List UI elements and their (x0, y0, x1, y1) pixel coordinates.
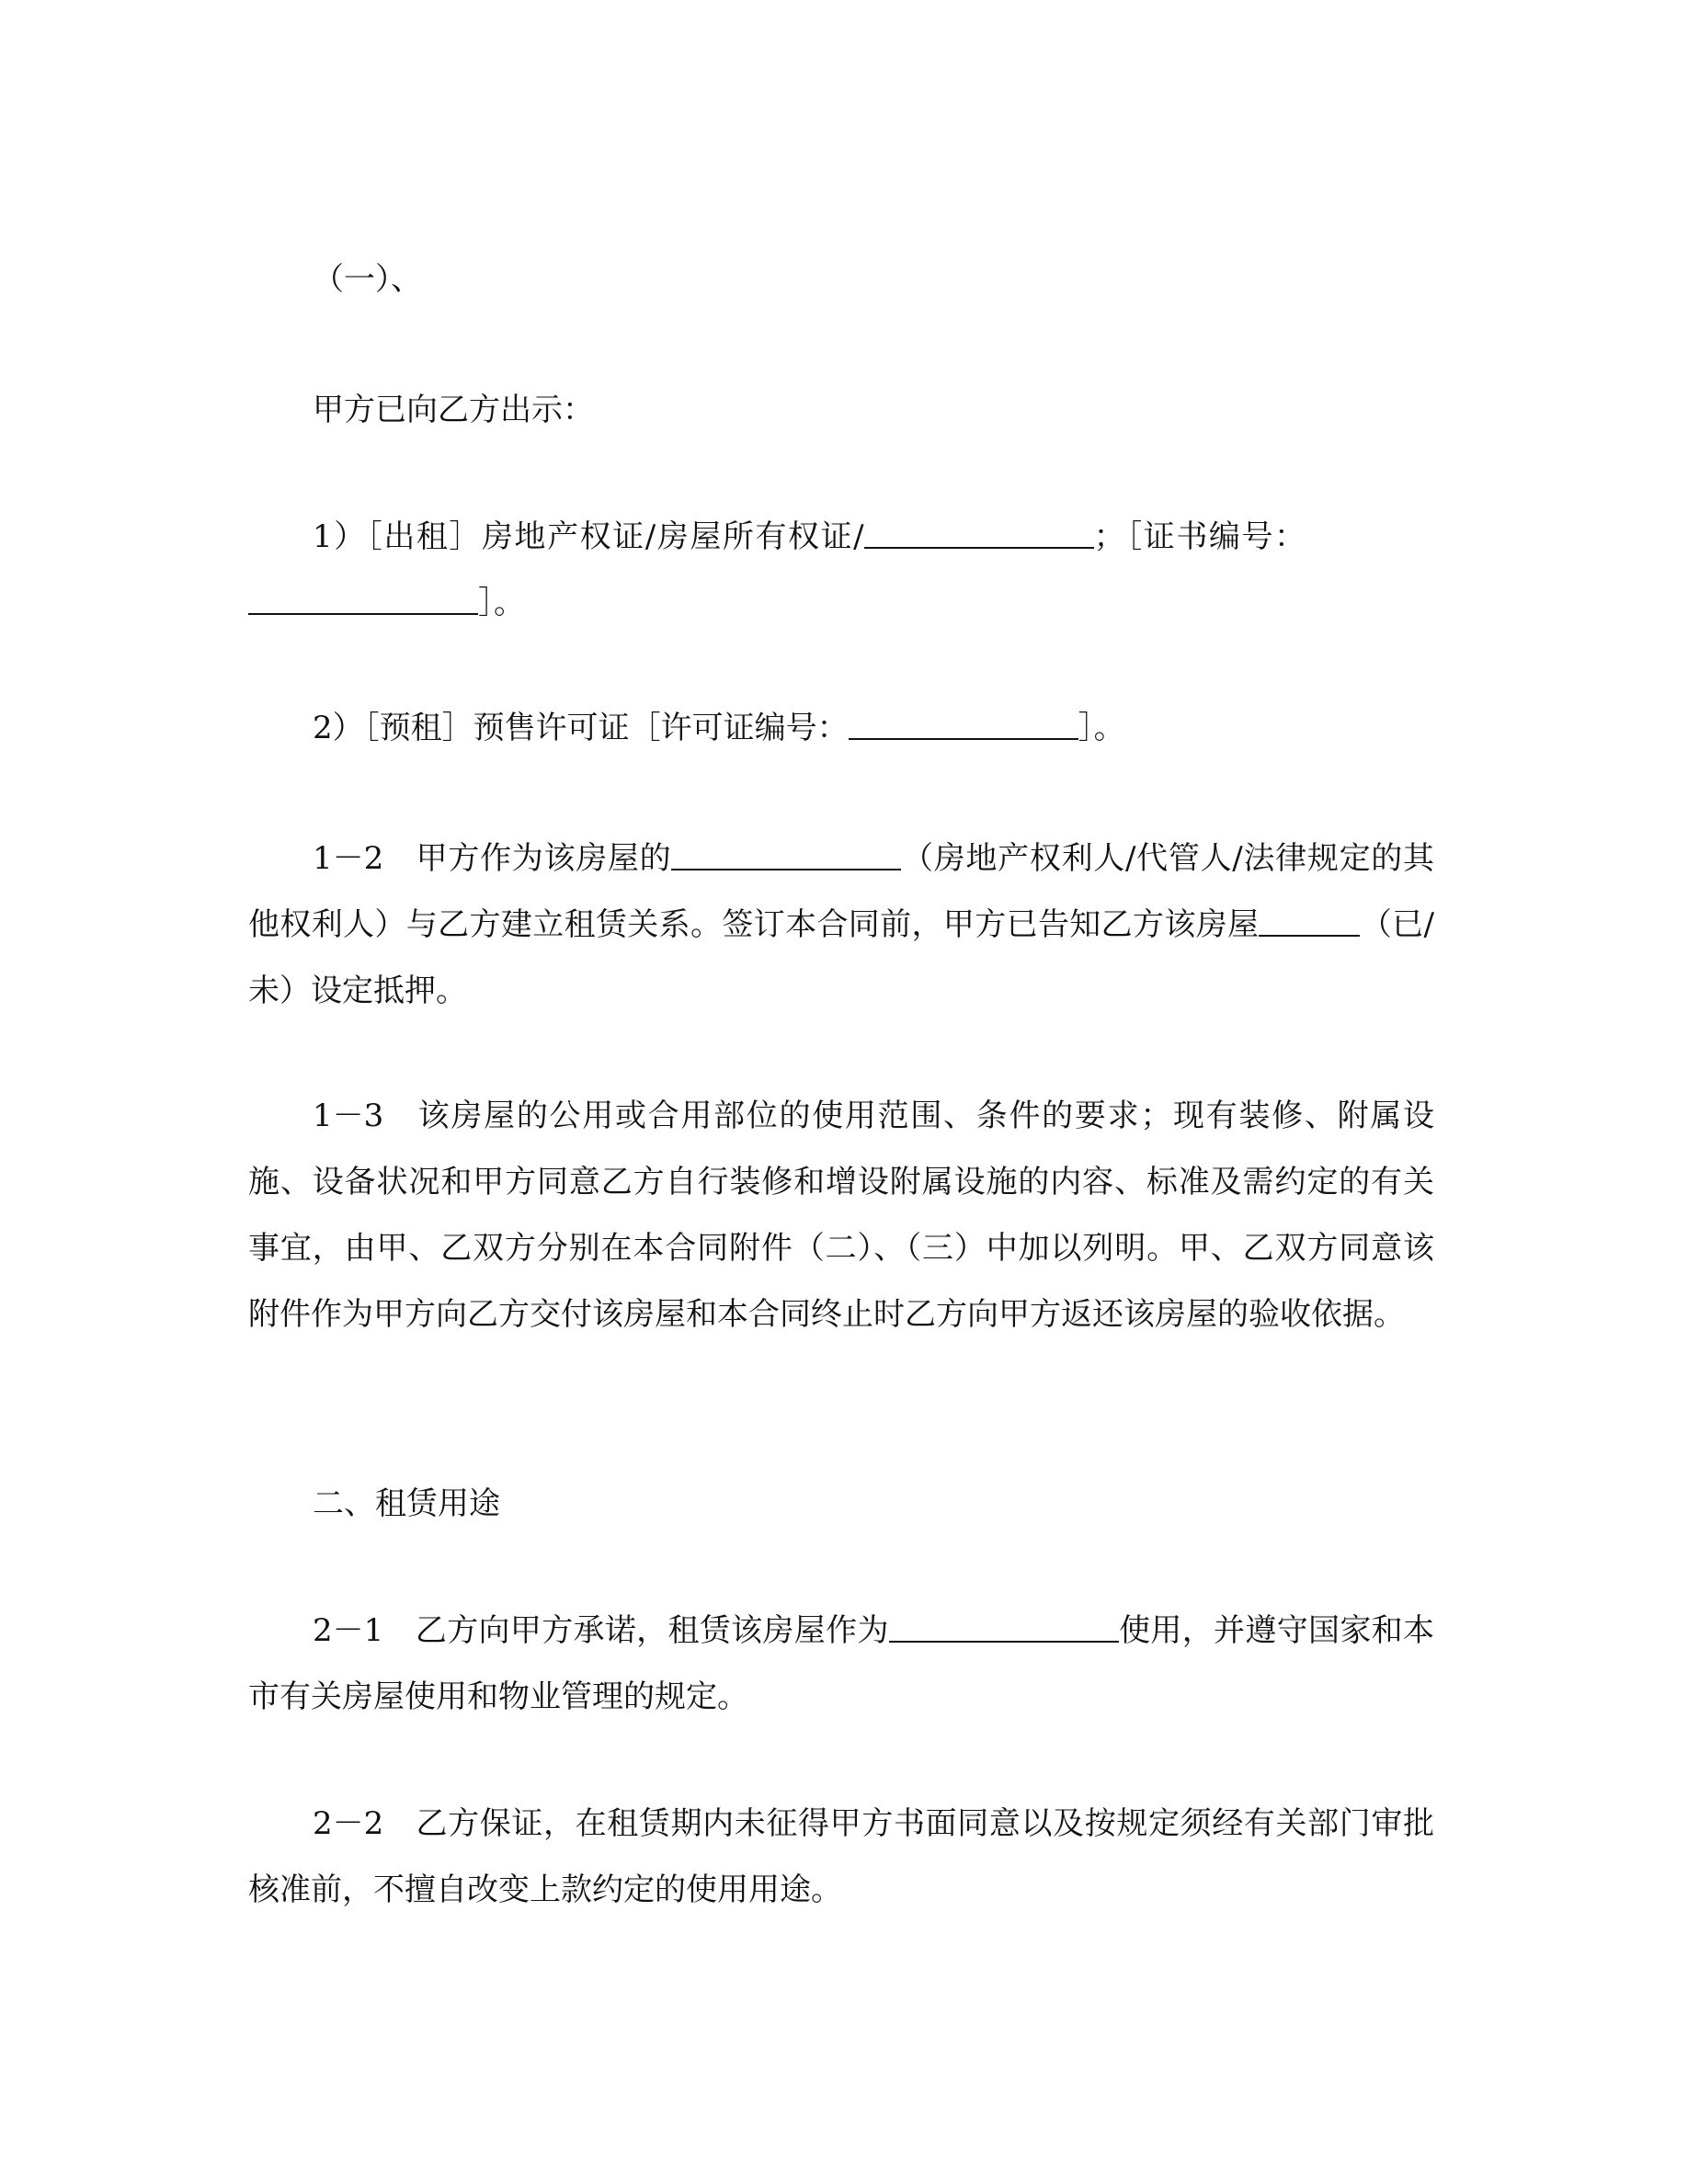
item-1-paragraph: 1）［出租］房地产权证/房屋所有权证/ ；［证书编号：］。 (248, 504, 1306, 636)
clause-2-2: 2－2 乙方保证，在租赁期内未征得甲方书面同意以及按规定须经有关部门审批核准前，不擅自改变上款约定的使用用途。 (248, 1805, 1434, 1908)
section-2-title: 二、租赁用途 (313, 1485, 500, 1522)
blank-certificate-type[interactable] (864, 518, 1094, 549)
blank-permit-number[interactable] (849, 710, 1078, 740)
blank-mortgage-status[interactable] (1259, 906, 1360, 937)
clause-1-2: 1－2 甲方作为该房屋的 （房地产权利人/代管人/法律规定的其他权利人）与乙方建立租赁关系。签订本合同前，甲方已告知乙方该房屋 （已/未）设定抵押。 (248, 840, 1434, 1009)
blank-party-role[interactable] (671, 840, 901, 870)
item-2-paragraph: 2）［预租］预售许可证［许可证编号： ］。 (313, 710, 1125, 746)
blank-certificate-number[interactable] (248, 585, 478, 615)
intro-paragraph: 甲方已向乙方出示： (313, 392, 594, 428)
heading-section-one: （一）、 (313, 261, 422, 298)
clause-2-1: 2－1 乙方向甲方承诺，租赁该房屋作为 使用，并遵守国家和本市有关房屋使用和物业管理的规定。 (248, 1612, 1434, 1715)
blank-usage-purpose[interactable] (889, 1612, 1119, 1643)
clause-1-3: 1－3 该房屋的公用或合用部位的使用范围、条件的要求；现有装修、附属设施、设备状况和甲方同意乙方自行装修和增设附属设施的内容、标准及需约定的有关事宜，由甲、乙双方分别在本合同附件（二）、（三）中加以列明。甲、乙双方同意该附件作为甲方向乙方交付该房屋和本合同终止时乙方向甲方返还该房屋的验收依据。 (248, 1098, 1434, 1333)
